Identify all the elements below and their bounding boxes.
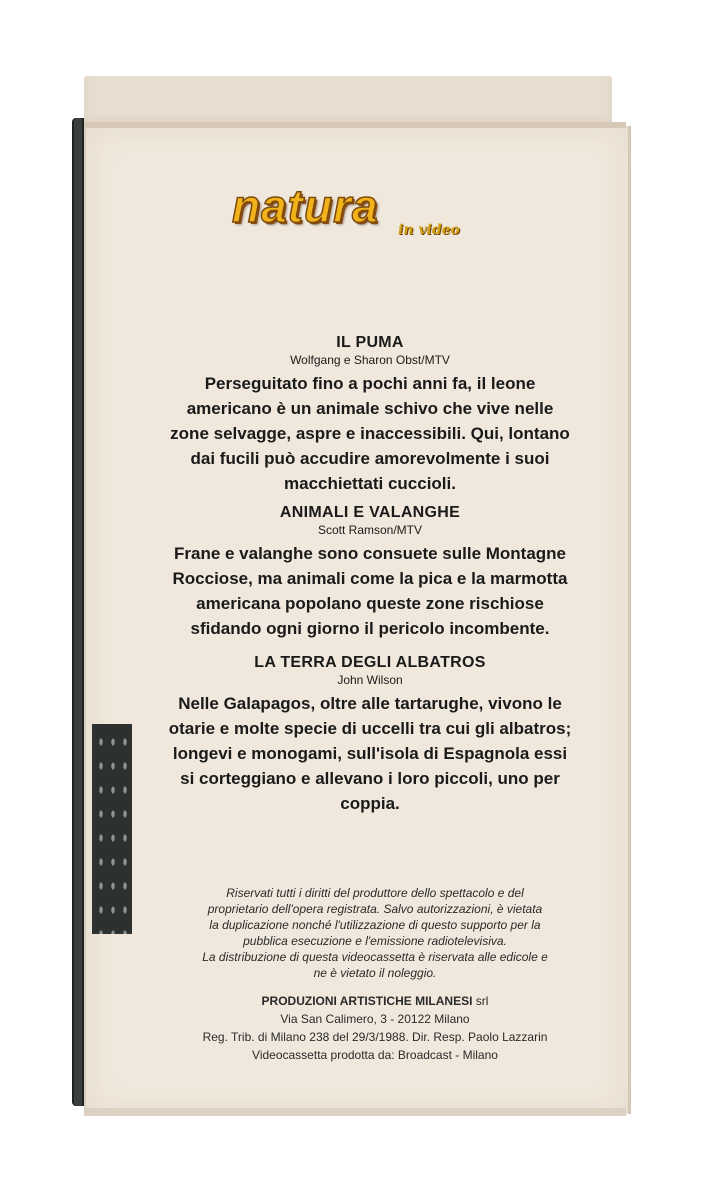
legal-line: Riservati tutti i diritti del produttore dello spettacolo e del — [226, 886, 524, 900]
company-suffix: srl — [472, 994, 489, 1008]
legal-line: la duplicazione nonché l'utilizzazione di questo supporto per la — [209, 918, 541, 932]
company-name: PRODUZIONI ARTISTICHE MILANESI — [261, 994, 473, 1008]
production-credits — [160, 992, 590, 1064]
natura-logo — [232, 182, 482, 244]
section-il-puma — [150, 333, 590, 496]
desc-line: Nelle Galapagos, oltre alle tartarughe, vivono le — [178, 694, 562, 713]
desc-line: coppia. — [340, 794, 400, 813]
desc-line: dai fucili può accudire amorevolmente i suoi — [190, 449, 550, 468]
producer-info: Videocassetta prodotta da: Broadcast - Milano — [252, 1048, 498, 1062]
box-bottom-edge — [84, 1108, 626, 1116]
desc-line: macchiettati cuccioli. — [284, 474, 456, 493]
logo-word: natura — [232, 180, 379, 232]
section-author: John Wilson — [337, 673, 403, 687]
desc-line: Perseguitato fino a pochi anni fa, il leone — [204, 374, 536, 393]
desc-line: si corteggiano e allevano i loro piccoli, uno per — [180, 769, 560, 788]
desc-line: Rocciose, ma animali come la pica e la marmotta — [172, 569, 568, 588]
section-title: IL PUMA — [336, 334, 404, 351]
section-la-terra-degli-albatros — [150, 653, 590, 816]
logo-subtitle: in video — [398, 222, 460, 238]
legal-line: pubblica esecuzione e l'emissione radiotelevisiva. — [243, 934, 507, 948]
legal-notice — [160, 885, 590, 981]
legal-line: proprietario dell'opera registrata. Salvo autorizzazioni, è vietata — [207, 902, 543, 916]
section-description — [150, 371, 590, 496]
desc-line: zone selvagge, aspre e inaccessibili. Qui, lontano — [170, 424, 570, 443]
section-author: Wolfgang e Sharon Obst/MTV — [290, 353, 450, 367]
desc-line: americano è un animale schivo che vive nelle — [186, 399, 554, 418]
desc-line: americana popolano queste zone rischiose — [196, 594, 544, 613]
section-title: LA TERRA DEGLI ALBATROS — [254, 654, 486, 671]
section-author: Scott Ramson/MTV — [317, 523, 423, 537]
cassette-reel-window — [92, 724, 132, 934]
desc-line: Frane e valanghe sono consuete sulle Montagne — [173, 544, 567, 563]
desc-line: longevi e monogami, sull'isola di Espagnola essi — [172, 744, 568, 763]
cassette-edge — [74, 118, 82, 1106]
box-top-edge — [84, 122, 626, 128]
company-line — [160, 992, 590, 1010]
box-top-flap — [84, 76, 612, 126]
section-animali-e-valanghe — [150, 503, 590, 641]
company-address: Via San Calimero, 3 - 20122 Milano — [280, 1012, 470, 1026]
desc-line: sfidando ogni giorno il pericolo incombente. — [190, 619, 550, 638]
legal-line: ne è vietato il noleggio. — [313, 966, 437, 980]
legal-line: La distribuzione di questa videocassetta è riservata alle edicole e — [202, 950, 548, 964]
section-description — [150, 691, 590, 816]
desc-line: otarie e molte specie di uccelli tra cui gli albatros; — [168, 719, 572, 738]
section-title: ANIMALI E VALANGHE — [279, 504, 461, 521]
section-description — [150, 541, 590, 641]
registration-info: Reg. Trib. di Milano 238 del 29/3/1988. Dir. Resp. Paolo Lazzarin — [202, 1030, 548, 1044]
